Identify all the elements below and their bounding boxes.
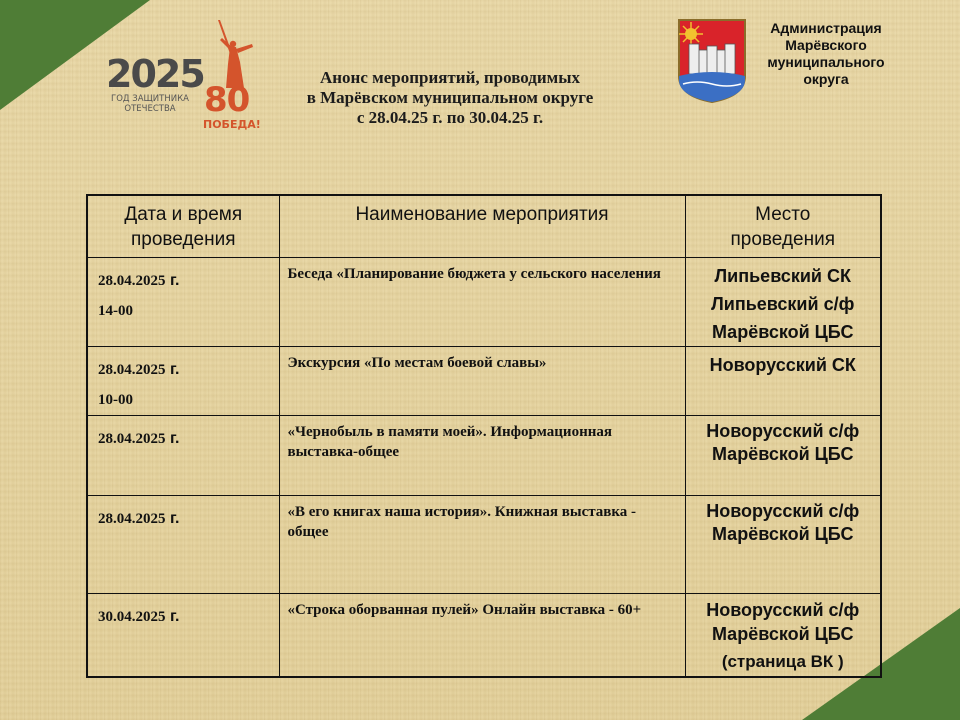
event-place-line-1: Липьевский СК <box>714 265 851 286</box>
logo-pobeda-text: ПОБЕДА! <box>203 118 261 131</box>
table-header-row <box>87 195 881 257</box>
event-place-cell <box>685 346 881 415</box>
event-time: 10-00 <box>98 391 133 408</box>
table-row <box>87 415 881 495</box>
event-date-cell <box>87 495 279 593</box>
admin-line-4: округа <box>803 71 849 87</box>
logo-year-caption-1: ГОД ЗАЩИТНИКА <box>111 94 189 104</box>
table-row <box>87 257 881 346</box>
header-date-line-2: проведения <box>131 229 236 250</box>
logo-2025-year-defender <box>106 52 204 114</box>
admin-line-3: муниципального <box>767 54 885 70</box>
table-row <box>87 346 881 415</box>
event-place-line-2: Липьевский с/ф <box>711 293 855 314</box>
event-name: Экскурсия «По местам боевой славы» <box>279 346 685 415</box>
event-place-line-1: Новорусский с/ф <box>706 599 860 620</box>
logo-year-caption-2: ОТЕЧЕСТВА <box>124 104 176 114</box>
page-title <box>250 68 650 128</box>
logo-80-number: 80 <box>204 80 250 120</box>
table-row <box>87 593 881 677</box>
event-place-cell <box>685 257 881 346</box>
administration-name <box>748 20 904 88</box>
header-event-name: Наименование мероприятия <box>279 195 685 257</box>
event-date-suffix: г. <box>165 360 180 378</box>
title-line-2: в Марёвском муниципальном округе <box>306 88 594 107</box>
table-row <box>87 495 881 593</box>
event-date-cell <box>87 593 279 677</box>
event-date-cell <box>87 257 279 346</box>
event-place-cell <box>685 415 881 495</box>
events-table <box>86 194 882 678</box>
event-name: Беседа «Планирование бюджета у сельского населения <box>279 257 685 346</box>
event-place-line-3: (страница ВК ) <box>721 651 844 671</box>
event-place-cell <box>685 495 881 593</box>
event-date: 28.04.2025 <box>98 510 166 527</box>
event-date-suffix: г. <box>165 607 180 625</box>
header-place-line-1: Место <box>755 204 811 225</box>
header-date-line-1: Дата и время <box>124 204 243 225</box>
event-place-line-2: Марёвской ЦБС <box>711 523 854 544</box>
event-time: 14-00 <box>98 302 133 319</box>
coat-of-arms-icon <box>677 18 747 104</box>
event-name: «В его книгах наша история». Книжная выставка - общее <box>279 495 685 593</box>
event-date-suffix: г. <box>165 509 180 527</box>
header-place <box>685 195 881 257</box>
event-date: 28.04.2025 <box>98 272 166 289</box>
admin-line-1: Администрация <box>770 20 882 36</box>
event-place-line-2: Марёвской ЦБС <box>711 623 854 644</box>
event-date-cell <box>87 415 279 495</box>
event-date: 28.04.2025 <box>98 361 166 378</box>
event-name: «Строка оборванная пулей» Онлайн выставка - 60+ <box>279 593 685 677</box>
header-place-line-2: проведения <box>730 229 835 250</box>
event-place-line-1: Новорусский с/ф <box>706 500 860 521</box>
event-place-line-1: Новорусский СК <box>709 354 856 375</box>
event-place-line-1: Новорусский с/ф <box>706 420 860 441</box>
event-date: 28.04.2025 <box>98 430 166 447</box>
header-date <box>87 195 279 257</box>
event-date-cell <box>87 346 279 415</box>
title-line-3: с 28.04.25 г. по 30.04.25 г. <box>356 108 544 127</box>
event-place-line-3: Марёвской ЦБС <box>711 321 854 342</box>
logo-year: 2025 <box>106 52 204 96</box>
title-line-1: Анонс мероприятий, проводимых <box>319 68 581 87</box>
event-date-suffix: г. <box>165 271 180 289</box>
event-date: 30.04.2025 <box>98 608 166 625</box>
event-name: «Чернобыль в памяти моей». Информационная выставка-общее <box>279 415 685 495</box>
event-place-line-2: Марёвской ЦБС <box>711 443 854 464</box>
event-date-suffix: г. <box>165 429 180 447</box>
admin-line-2: Марёвского <box>785 37 867 53</box>
event-place-cell <box>685 593 881 677</box>
